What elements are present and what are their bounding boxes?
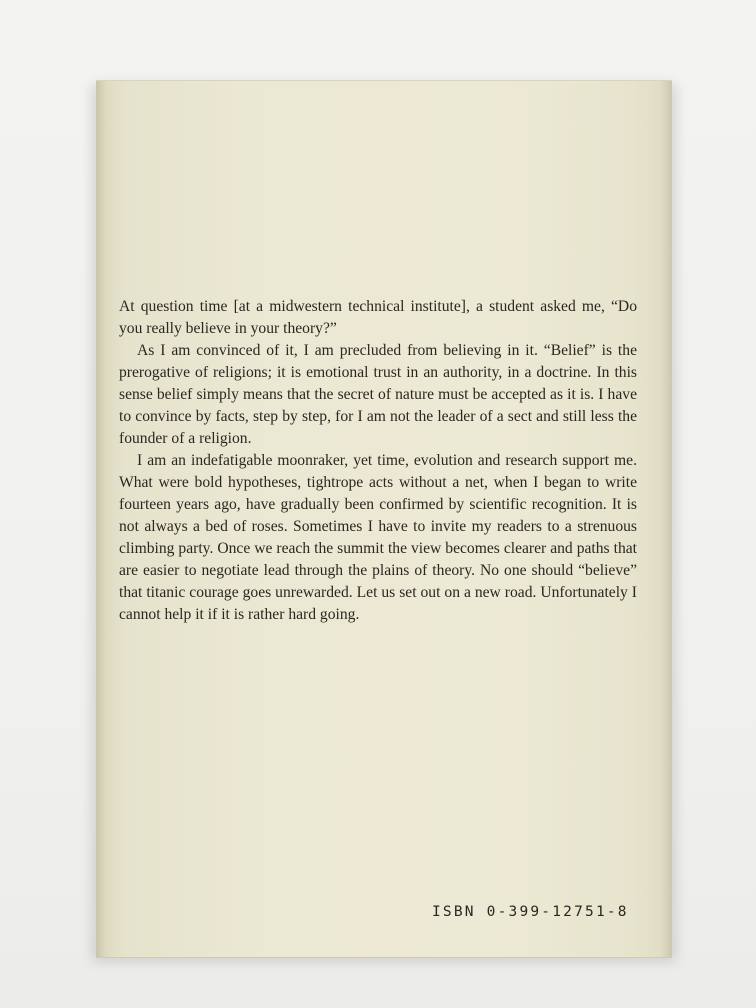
blurb-paragraph: I am an indefatigable moonraker, yet time, evolution and research support me. What were bold hypotheses, tightrope acts without a net, when I began to write fourteen years ago, have gradually been confirmed by scientific recognition. It is not always a bed of roses. Sometimes I have to invite my readers to a strenuous climbing party. Once we reach the summit the view becomes clearer and paths that are easier to negotiate lead through the plains of theory. No one should “believe” that titanic courage goes unrewarded. Let us set out on a new road. Unfortunately I cannot help it if it is rather hard going. bbox=[119, 452, 637, 623]
blurb-paragraph: At question time [at a midwestern technical institute], a student asked me, “Do you really believe in your theory?” bbox=[119, 298, 637, 337]
back-cover-blurb bbox=[119, 296, 637, 626]
blurb-paragraph: As I am convinced of it, I am precluded from believing in it. “Belief” is the prerogative of religions; it is emotional trust in an authority, in a doctrine. In this sense belief simply means that the secret of nature must be accepted as it is. I have to convince by facts, step by step, for I am not the leader of a sect and still less the founder of a religion. bbox=[119, 342, 637, 447]
isbn-label: ISBN 0-399-12751-8 bbox=[432, 904, 629, 920]
